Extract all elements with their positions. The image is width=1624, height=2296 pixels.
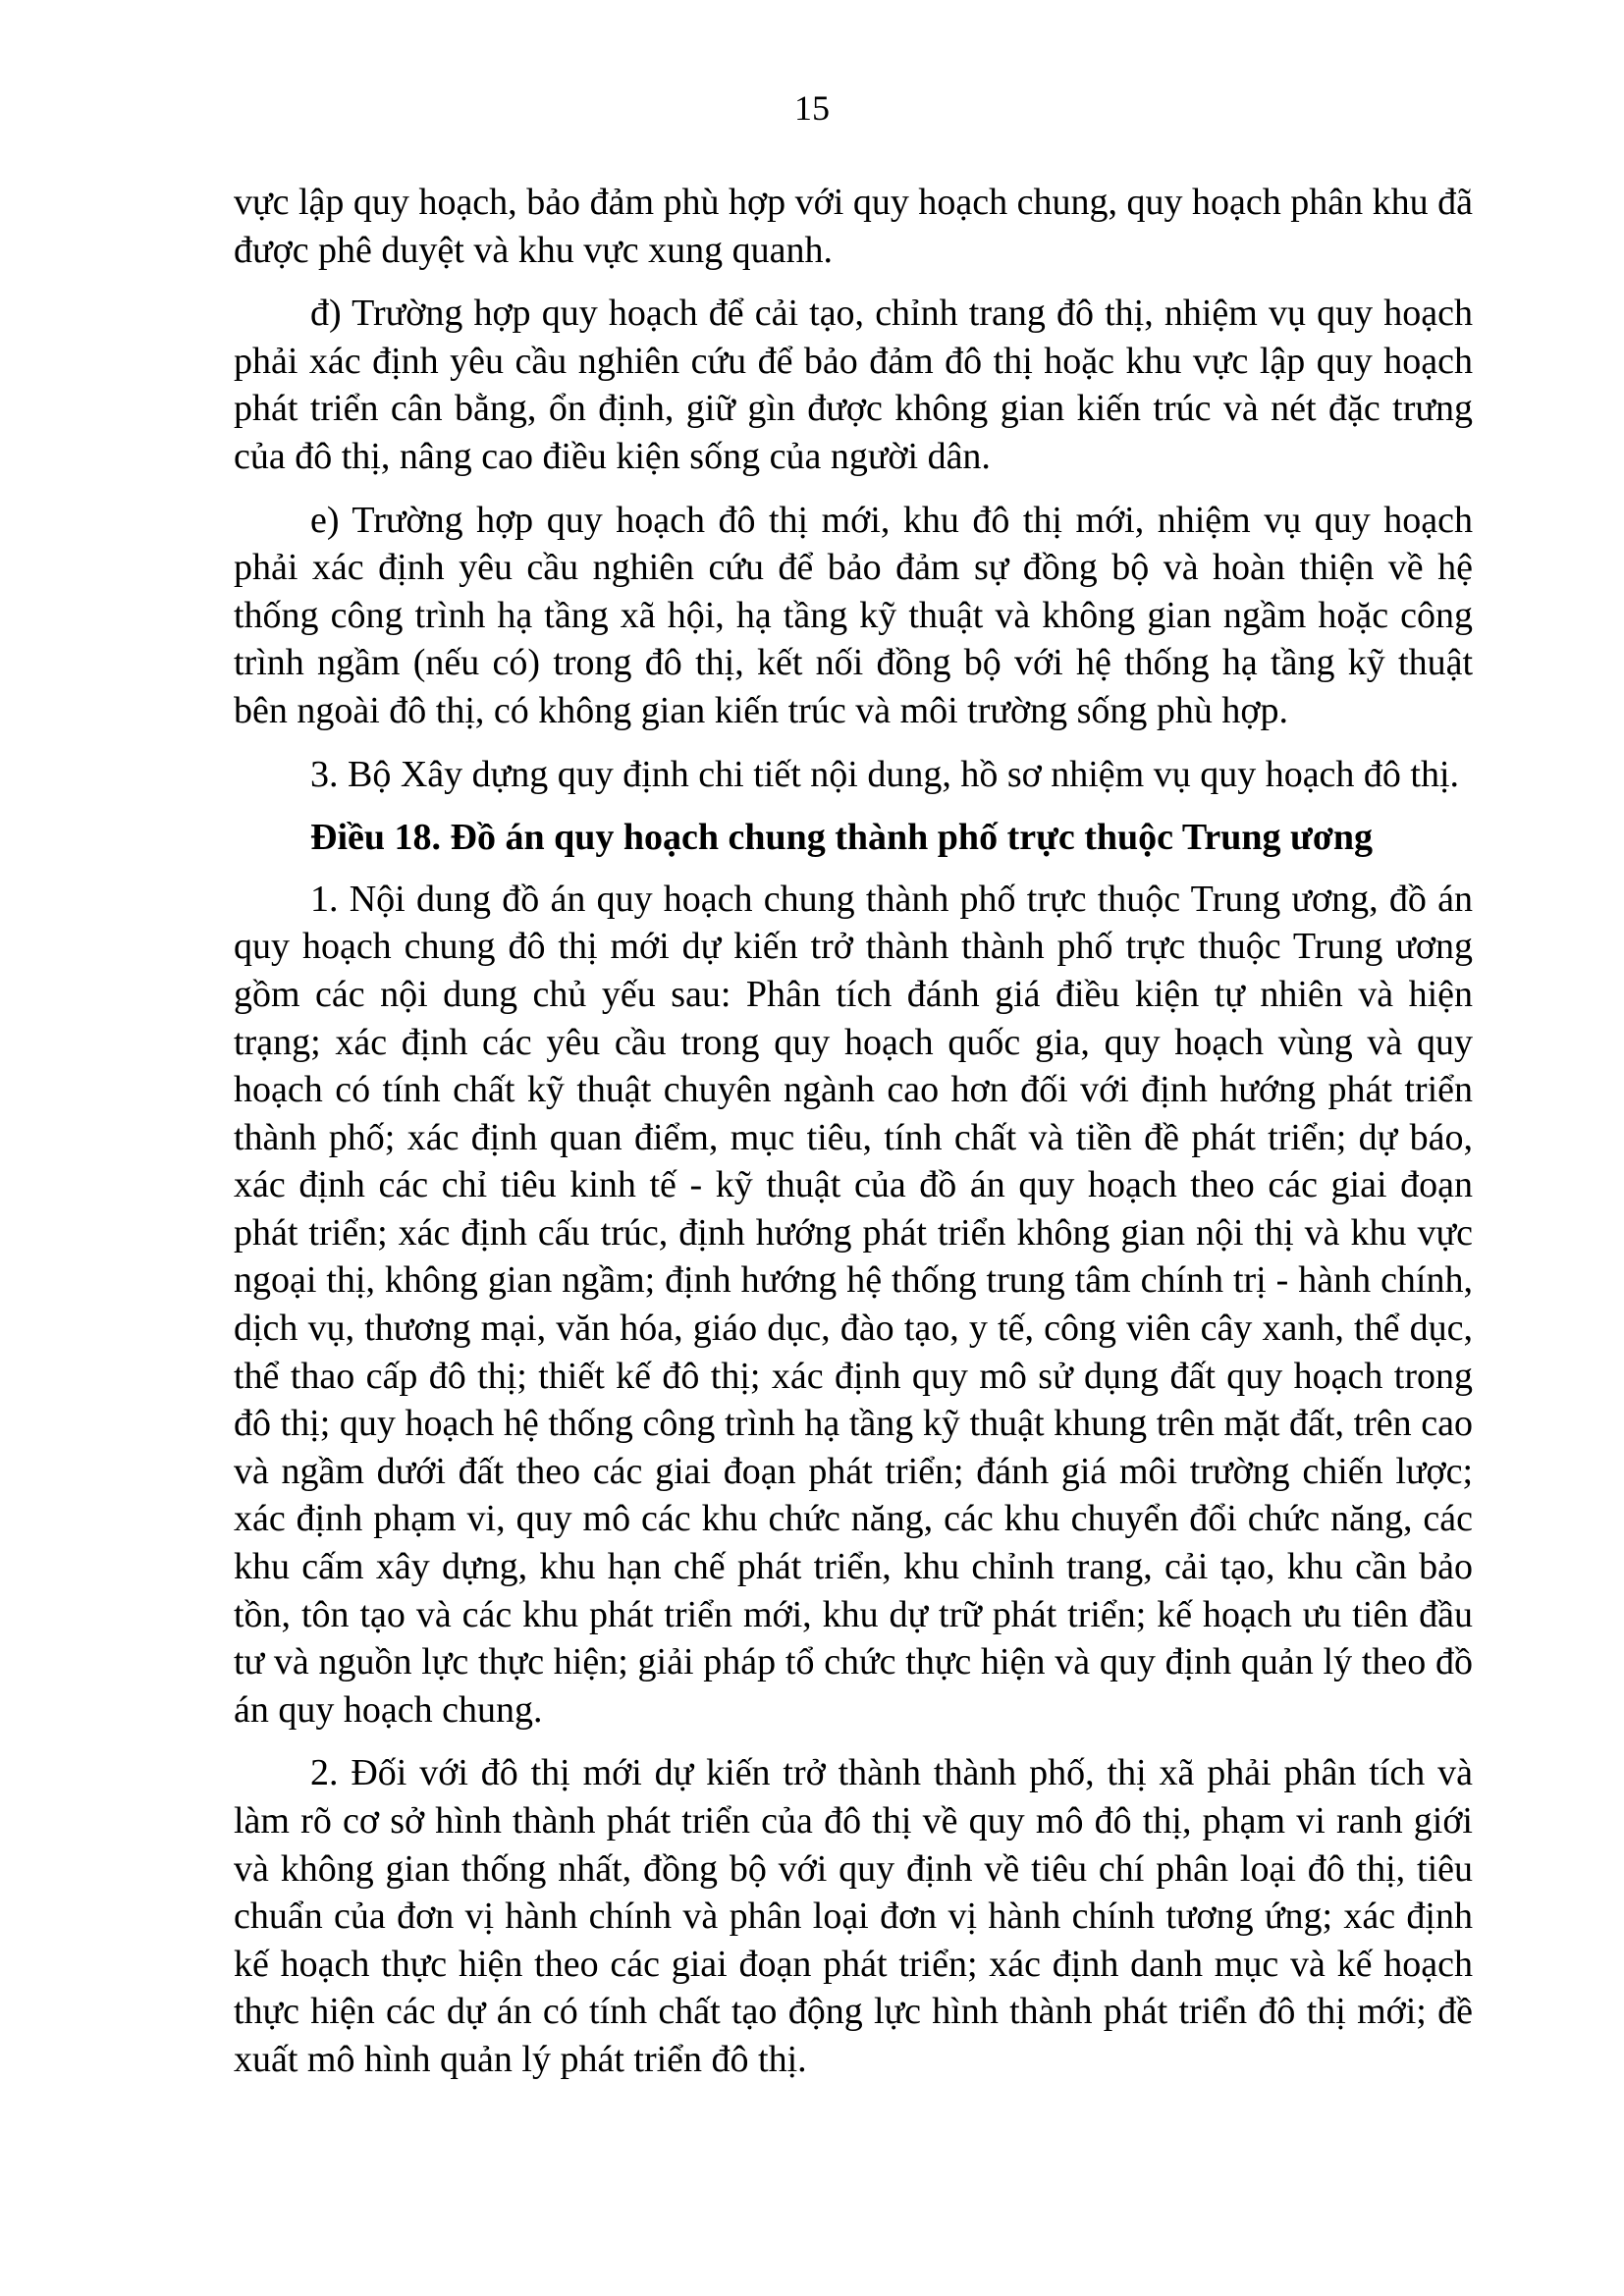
paragraph-clause-e: e) Trường hợp quy hoạch đô thị mới, khu đô thị mới, nhiệm vụ quy hoạch phải xác định yêu cầu nghiên cứu để bảo đảm sự đồng bộ và hoàn thiện về hệ thống công trình hạ tầng xã hội, hạ tầng kỹ thuật và không gian ngầm hoặc công trình ngầm (nếu có) trong đô thị, kết nối đồng bộ với hệ thống hạ tầng kỹ thuật bên ngoài đô thị, có không gian kiến trúc và môi trường sống phù hợp. xyxy=(234,499,1473,731)
page-number: 15 xyxy=(794,88,830,128)
paragraph-clause-3: 3. Bộ Xây dựng quy định chi tiết nội dung, hồ sơ nhiệm vụ quy hoạch đô thị. xyxy=(310,753,1460,795)
paragraph-continuation: vực lập quy hoạch, bảo đảm phù hợp với quy hoạch chung, quy hoạch phân khu đã được phê duyệt và khu vực xung quanh. xyxy=(234,182,1473,271)
paragraph-clause-d: đ) Trường hợp quy hoạch để cải tạo, chỉnh trang đô thị, nhiệm vụ quy hoạch phải xác định yêu cầu nghiên cứu để bảo đảm đô thị hoặc khu vực lập quy hoạch phát triển cân bằng, ổn định, giữ gìn được không gian kiến trúc và nét đặc trưng của đô thị, nâng cao điều kiện sống của người dân. xyxy=(234,293,1473,477)
paragraph-article-18-clause-2: 2. Đối với đô thị mới dự kiến trở thành thành phố, thị xã phải phân tích và làm rõ cơ sở hình thành phát triển của đô thị về quy mô đô thị, phạm vi ranh giới và không gian thống nhất, đồng bộ với quy định về tiêu chí phân loại đô thị, tiêu chuẩn của đơn vị hành chính và phân loại đơn vị hành chính tương ứng; xác định kế hoạch thực hiện theo các giai đoạn phát triển; xác định danh mục và kế hoạch thực hiện các dự án có tính chất tạo động lực hình thành phát triển đô thị mới; đề xuất mô hình quản lý phát triển đô thị. xyxy=(234,1752,1473,2080)
article-18-heading: Điều 18. Đồ án quy hoạch chung thành phố trực thuộc Trung ương xyxy=(310,817,1373,859)
paragraph-article-18-clause-1: 1. Nội dung đồ án quy hoạch chung thành phố trực thuộc Trung ương, đồ án quy hoạch chung đô thị mới dự kiến trở thành thành phố trực thuộc Trung ương gồm các nội dung chủ yếu sau: Phân tích đánh giá điều kiện tự nhiên và hiện trạng; xác định các yêu cầu trong quy hoạch quốc gia, quy hoạch vùng và quy hoạch có tính chất kỹ thuật chuyên ngành cao hơn đối với định hướng phát triển thành phố; xác định quan điểm, mục tiêu, tính chất và tiền đề phát triển; dự báo, xác định các chỉ tiêu kinh tế - kỹ thuật của đồ án quy hoạch theo các giai đoạn phát triển; xác định cấu trúc, định hướng phát triển không gian nội thị và khu vực ngoại thị, không gian ngầm; định hướng hệ thống trung tâm chính trị - hành chính, dịch vụ, thương mại, văn hóa, giáo dục, đào tạo, y tế, công viên cây xanh, thể dục, thể thao cấp đô thị; thiết kế đô thị; xác định quy mô sử dụng đất quy hoạch trong đô thị; quy hoạch hệ thống công trình hạ tầng kỹ thuật khung trên mặt đất, trên cao và ngầm dưới đất theo các giai đoạn phát triển; đánh giá môi trường chiến lược; xác định phạm vi, quy mô các khu chức năng, các khu chuyển đổi chức năng, các khu cấm xây dựng, khu hạn chế phát triển, khu chỉnh trang, cải tạo, khu cần bảo tồn, tôn tạo và các khu phát triển mới, khu dự trữ phát triển; kế hoạch ưu tiên đầu tư và nguồn lực thực hiện; giải pháp tổ chức thực hiện và quy định quản lý theo đồ án quy hoạch chung. xyxy=(234,878,1473,1731)
page-body xyxy=(234,179,1473,2100)
